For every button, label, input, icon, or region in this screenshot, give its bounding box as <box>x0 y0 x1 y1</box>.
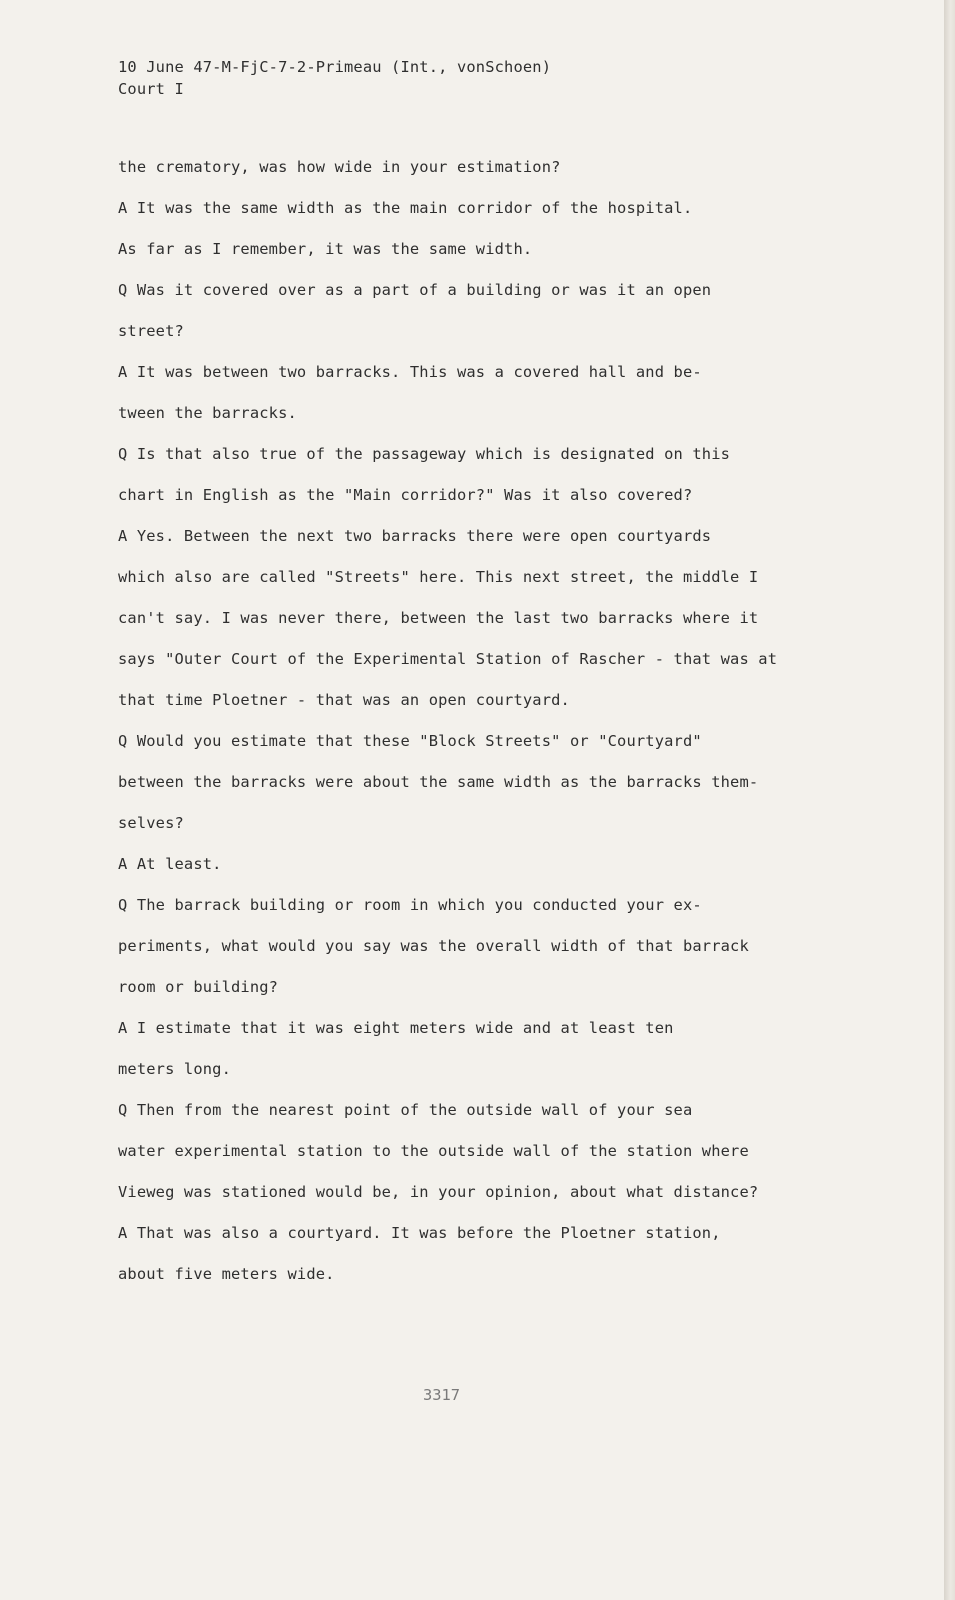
transcript-line: A I estimate that it was eight meters wide and at least ten <box>118 1019 674 1037</box>
transcript-line: chart in English as the "Main corridor?" Was it also covered? <box>118 486 693 504</box>
transcript-line: Q The barrack building or room in which you conducted your ex- <box>118 896 702 914</box>
page-number: 3317 <box>423 1386 461 1404</box>
transcript-line: between the barracks were about the same width as the barracks them- <box>118 773 759 791</box>
transcript-line: A Yes. Between the next two barracks there were open courtyards <box>118 527 712 545</box>
transcript-line: A It was the same width as the main corridor of the hospital. <box>118 199 693 217</box>
transcript-line: about five meters wide. <box>118 1265 335 1283</box>
transcript-line: tween the barracks. <box>118 404 297 422</box>
transcript-line: the crematory, was how wide in your estimation? <box>118 158 561 176</box>
transcript-line: A At least. <box>118 855 222 873</box>
transcript-line: room or building? <box>118 978 279 996</box>
transcript-line: selves? <box>118 814 184 832</box>
transcript-line: meters long. <box>118 1060 231 1078</box>
transcript-line: Q Is that also true of the passageway which is designated on this <box>118 445 731 463</box>
transcript-line: periments, what would you say was the overall width of that barrack <box>118 937 749 955</box>
header-court-line: Court I <box>118 80 184 98</box>
transcript-line: As far as I remember, it was the same width. <box>118 240 533 258</box>
transcript-line: Q Would you estimate that these "Block Streets" or "Courtyard" <box>118 732 702 750</box>
transcript-line: says "Outer Court of the Experimental Station of Rascher - that was at <box>118 650 778 668</box>
transcript-line: that time Ploetner - that was an open courtyard. <box>118 691 570 709</box>
transcript-line: Vieweg was stationed would be, in your opinion, about what distance? <box>118 1183 759 1201</box>
transcript-line: water experimental station to the outside wall of the station where <box>118 1142 749 1160</box>
transcript-line: A It was between two barracks. This was a covered hall and be- <box>118 363 702 381</box>
transcript-line: Q Then from the nearest point of the outside wall of your sea <box>118 1101 693 1119</box>
transcript-line: which also are called "Streets" here. This next street, the middle I <box>118 568 759 586</box>
transcript-line: A That was also a courtyard. It was before the Ploetner station, <box>118 1224 721 1242</box>
transcript-line: can't say. I was never there, between the last two barracks where it <box>118 609 759 627</box>
page-edge <box>944 0 955 1600</box>
header-reference-line: 10 June 47-M-FjC-7-2-Primeau (Int., vonSchoen) <box>118 58 552 76</box>
document-header <box>118 56 551 100</box>
transcript-line: Q Was it covered over as a part of a building or was it an open <box>118 281 712 299</box>
transcript-line: street? <box>118 322 184 340</box>
